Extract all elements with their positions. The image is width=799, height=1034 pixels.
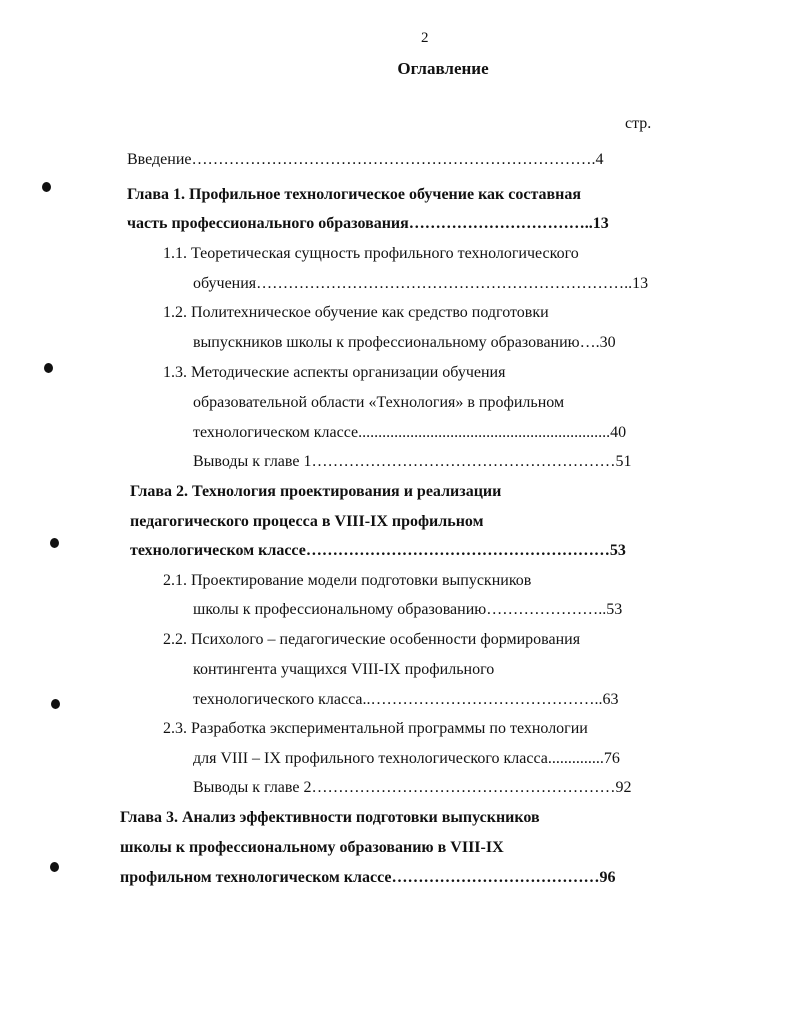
punch-hole-mark	[50, 538, 59, 548]
toc-entry-chapter-3-cont2[interactable]: профильном технологическом классе…………………………………96	[120, 869, 616, 886]
toc-entry-introduction[interactable]: Введение………………………………………………………………….4	[127, 151, 604, 168]
toc-entry-section-1-3-cont[interactable]: образовательной области «Технология» в профильном	[193, 394, 565, 411]
punch-hole-mark	[51, 699, 60, 709]
toc-entry-chapter-1-cont[interactable]: часть профессионального образования……………………………..13	[127, 215, 609, 232]
toc-entry-conclusions-2[interactable]: Выводы к главе 2…………………………………………………92	[193, 779, 632, 796]
toc-entry-chapter-1[interactable]: Глава 1. Профильное технологическое обучение как составная	[127, 186, 582, 203]
toc-entry-chapter-2-cont2[interactable]: технологическом классе…………………………………………………53	[130, 542, 626, 559]
toc-entry-chapter-3-cont[interactable]: школы к профессиональному образованию в VIII-IX	[120, 839, 504, 856]
punch-hole-mark	[42, 182, 51, 192]
toc-entry-section-2-2-cont[interactable]: контингента учащихся VIII-IX профильного	[193, 661, 495, 678]
punch-hole-mark	[44, 363, 53, 373]
page-column-label: стр.	[625, 115, 652, 132]
toc-entry-section-2-1-cont[interactable]: школы к профессиональному образованию…………………..53	[193, 601, 623, 618]
toc-entry-section-2-2-cont2[interactable]: технологического класса..……………………………………..63	[193, 691, 619, 708]
toc-entry-section-1-3[interactable]: 1.3. Методические аспекты организации обучения	[163, 364, 506, 381]
toc-entry-section-2-3-cont[interactable]: для VIII – IX профильного технологического класса..............76	[193, 750, 620, 767]
toc-entry-section-1-2[interactable]: 1.2. Политехническое обучение как средство подготовки	[163, 304, 549, 321]
page-number: 2	[421, 30, 429, 46]
toc-entry-section-1-2-cont[interactable]: выпускников школы к профессиональному образованию….30	[193, 334, 616, 351]
toc-entry-chapter-3[interactable]: Глава 3. Анализ эффективности подготовки выпускников	[120, 809, 540, 826]
toc-entry-conclusions-1[interactable]: Выводы к главе 1…………………………………………………51	[193, 453, 632, 470]
page-title: Оглавление	[397, 59, 489, 78]
toc-entry-section-2-3[interactable]: 2.3. Разработка экспериментальной программы по технологии	[163, 720, 588, 737]
punch-hole-mark	[50, 862, 59, 872]
toc-entry-section-1-1-cont[interactable]: обучения……………………………………………………………..13	[193, 275, 649, 292]
toc-entry-section-2-1[interactable]: 2.1. Проектирование модели подготовки выпускников	[163, 572, 532, 589]
toc-entry-chapter-2-cont[interactable]: педагогического процесса в VIII-IX профильном	[130, 513, 484, 530]
toc-entry-section-2-2[interactable]: 2.2. Психолого – педагогические особенности формирования	[163, 631, 581, 648]
toc-entry-section-1-3-cont2[interactable]: технологическом классе...............................................................40	[193, 424, 627, 441]
toc-entry-section-1-1[interactable]: 1.1. Теоретическая сущность профильного технологического	[163, 245, 579, 262]
toc-entry-chapter-2[interactable]: Глава 2. Технология проектирования и реализации	[130, 483, 502, 500]
